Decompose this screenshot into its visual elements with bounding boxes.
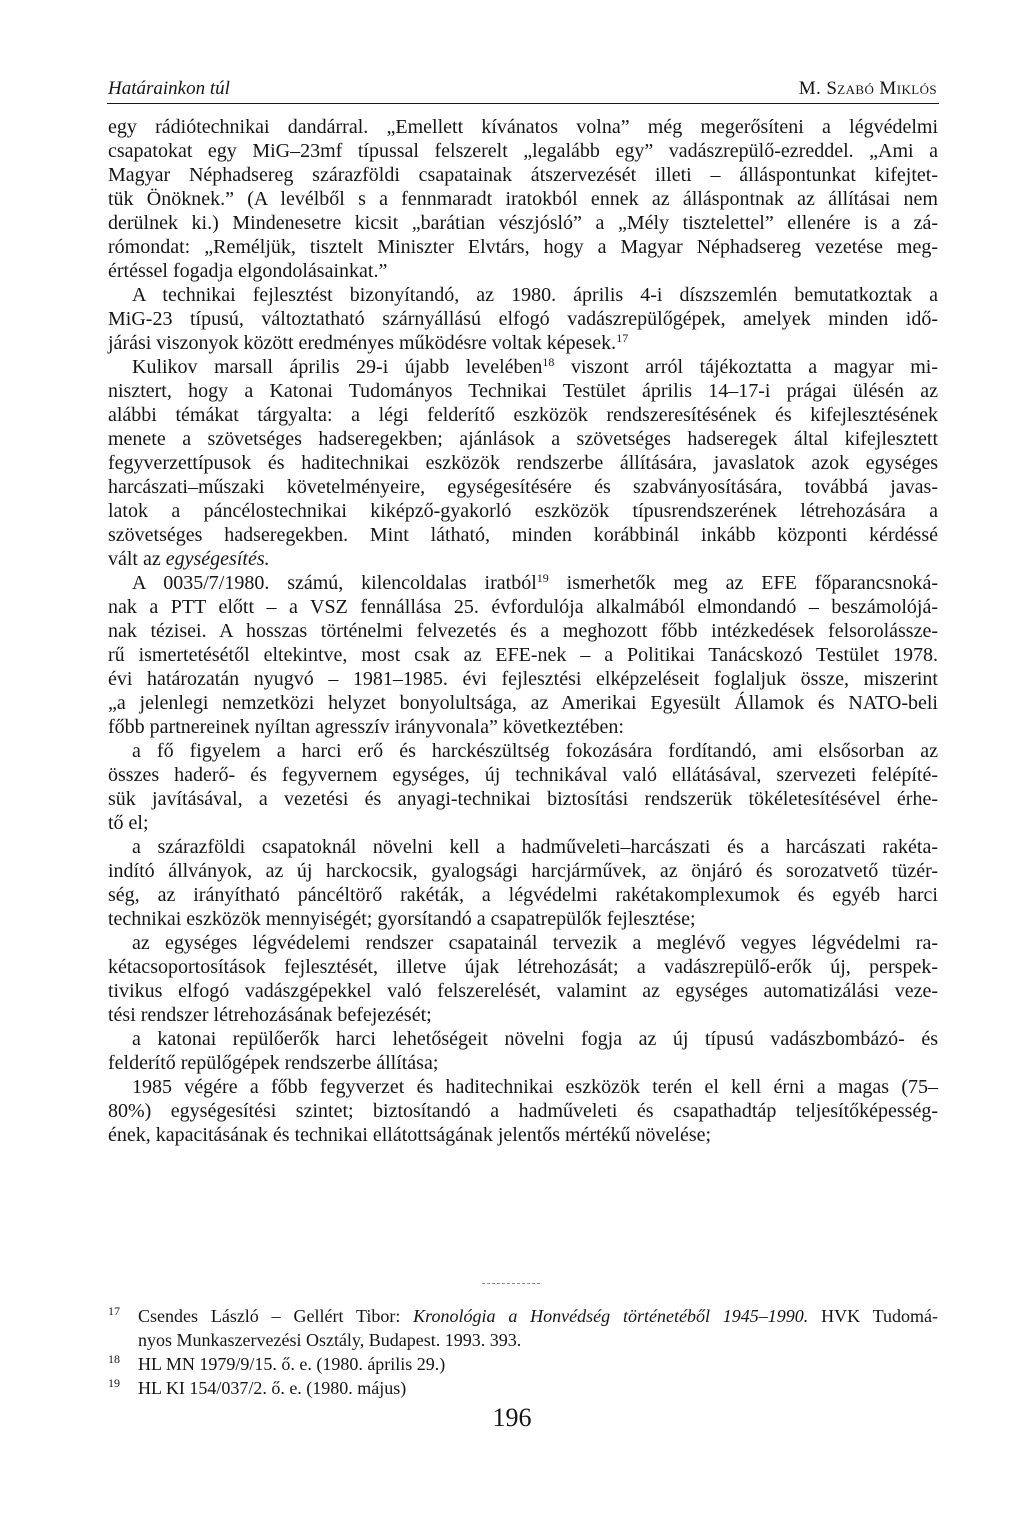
paragraph xyxy=(108,1027,938,1075)
text-segment: viszont arról tájékoztatta a magyar mi- xyxy=(554,356,938,378)
text-line: rómondat: „Reméljük, tisztelt Miniszter Elvtárs, hogy a Magyar Néphadsereg vezetése meg- xyxy=(108,236,938,258)
text-line: értéssel fogadja elgondolásainkat.” xyxy=(108,260,388,282)
text-line: a katonai repülőerők harci lehetőségeit növelni fogja az új típusú vadászbombázó- és xyxy=(132,1028,938,1050)
footnote-separator xyxy=(482,1283,540,1284)
book-title: Kronológia a Honvédség történetéből 1945–1990. xyxy=(413,1306,809,1326)
text-segment: HVK Tudomá- xyxy=(808,1306,939,1326)
footnote-number: 19 xyxy=(108,1376,120,1390)
paragraph xyxy=(108,835,938,931)
paragraph xyxy=(108,571,938,739)
text-segment: Kulikov marsall április 29-i újabb levelében xyxy=(132,356,543,378)
text-segment: járási viszonyok között eredményes működésre voltak képesek. xyxy=(108,332,617,354)
text-line: tük Önöknek.” (A levélből s a fennmaradt iratokból ennek az álláspontnak az állításai nem xyxy=(108,188,938,210)
text-line: menete a szövetséges hadseregekben; ajánlások a szövetséges hadseregek által kifejlesztett xyxy=(108,428,938,450)
footnote-line xyxy=(138,1304,938,1328)
text-line: nisztert, hogy a Katonai Tudományos Technikai Testület április 14–17-i prágai ülésén az xyxy=(108,380,938,402)
footnote-reference: 17 xyxy=(616,331,629,345)
text-line: indító állványok, az új harckocsik, gyalogsági harcjárművek, az önjáró és sorozatvető tüzér- xyxy=(108,860,938,882)
footnote xyxy=(108,1376,938,1400)
text-line: felderítő repülőgépek rendszerbe állítása; xyxy=(108,1052,439,1074)
paragraph xyxy=(108,931,938,1027)
text-line: fegyverzettípusok és haditechnikai eszközök rendszerbe állítására, javaslatok azok egységes xyxy=(108,452,938,474)
text-line xyxy=(108,571,938,595)
text-line: tivikus elfogó vadászgépekkel való felszerelését, valamint az egységes automatizálási veze- xyxy=(108,980,938,1002)
text-line: évi határozatán nyugvó – 1981–1985. évi fejlesztési elképzeléseit foglaljuk össze, miszerint xyxy=(108,668,938,690)
text-line: alábbi témákat tárgyalta: a légi felderítő eszközök rendszeresítésének és kifejlesztésének xyxy=(108,404,938,426)
emphasized-text: egységesítés. xyxy=(165,548,270,570)
text-line: ének, kapacitásának és technikai ellátottságának jelentős mértékű növelése; xyxy=(108,1124,712,1146)
text-line: latok a páncélostechnikai kiképző-gyakorló eszközök típusrendszerének létrehozására a xyxy=(108,500,938,522)
text-line: Magyar Néphadsereg szárazföldi csapatainak átszervezését illeti – álláspontunkat kifejtet- xyxy=(108,164,938,186)
text-segment: vált az xyxy=(108,548,166,570)
text-line: nak a PTT előtt – a VSZ fennállása 25. évfordulója alkalmából elmondandó – beszámolójá- xyxy=(108,596,938,618)
running-head-author: M. Szabó Miklós xyxy=(798,78,937,99)
paragraph xyxy=(108,355,938,571)
text-line: csapatokat egy MiG–23mf típussal felszerelt „legalább egy” vadászrepülő-ezreddel. „Ami a xyxy=(108,140,938,162)
footnote-number: 18 xyxy=(108,1352,120,1366)
text-line: tő el; xyxy=(108,812,149,834)
text-line: derülnek ki.) Mindenesetre kicsit „barátian vészjósló” a „Mély tisztelettel” ellenére is a zá- xyxy=(108,212,938,234)
running-head-title: Határainkon túl xyxy=(108,78,230,99)
text-line: sük javításával, a vezetési és anyagi-technikai biztosítási rendszerük tökéletesítésével érhe- xyxy=(108,788,938,810)
text-line: főbb partnereinek nyíltan agresszív irányvonala” következtében: xyxy=(108,716,624,738)
text-line: kétacsoportosítások fejlesztését, illetve újak létrehozását; a vadászrepülő-erők új, perspek- xyxy=(108,956,938,978)
running-head xyxy=(108,77,938,101)
text-line: az egységes légvédelemi rendszer csapatainál tervezik a meglévő vegyes légvédelmi ra- xyxy=(132,932,938,954)
text-line: a fő figyelem a harci erő és harckészültség fokozására fordítandó, ami elsősorban az xyxy=(132,740,938,762)
text-line xyxy=(108,355,938,379)
footnote-number: 17 xyxy=(108,1304,120,1318)
footnote xyxy=(108,1352,938,1376)
header-rule xyxy=(107,103,939,104)
text-line: 1985 végére a főbb fegyverzet és haditechnikai eszközök terén el kell érni a magas (75– xyxy=(132,1076,938,1098)
text-line: nak tézisei. A hosszas történelmi felvezetés és a meghozott főbb intézkedések felsorolássze- xyxy=(108,620,938,642)
text-line xyxy=(108,331,938,355)
text-line: tési rendszer létrehozásának befejezését; xyxy=(108,1004,432,1026)
text-segment: ismerhetők meg az EFE főparancsnoká- xyxy=(548,572,938,594)
footnote-line: nyos Munkaszervezési Osztály, Budapest. 1993. 393. xyxy=(138,1330,522,1350)
text-line: harcászati–műszaki követelményeire, egységesítésére és szabványosítására, továbbá javas- xyxy=(108,476,938,498)
paragraph xyxy=(108,739,938,835)
text-line: összes haderő- és fegyvernem egységes, új technikával való ellátásával, szervezeti felépíté- xyxy=(108,764,938,786)
text-segment: A 0035/7/1980. számú, kilencoldalas iratból xyxy=(132,572,537,594)
footnote xyxy=(108,1304,938,1352)
footnote-line: HL MN 1979/9/15. ő. e. (1980. április 29.) xyxy=(138,1354,446,1374)
text-line xyxy=(108,547,938,571)
text-line: technikai eszközök mennyiségét; gyorsítandó a csapatrepülők fejlesztése; xyxy=(108,908,696,930)
body-text xyxy=(108,115,938,1147)
text-line: szövetséges hadseregekben. Mint látható, minden korábbinál inkább központi kérdéssé xyxy=(108,524,938,546)
footnote-reference: 18 xyxy=(542,355,555,369)
text-segment: Csendes László – Gellért Tibor: xyxy=(138,1306,414,1326)
text-line: „a jelenlegi nemzetközi helyzet bonyolultsága, az Amerikai Egyesült Államok és NATO-beli xyxy=(108,692,938,714)
text-line: ség, az irányítható páncéltörő rakéták, a légvédelmi rakétakomplexumok és egyéb harci xyxy=(108,884,938,906)
footnote-reference: 19 xyxy=(536,571,549,585)
text-line: MiG-23 típusú, változtatható szárnyállású elfogó vadászrepülőgépek, amelyek minden idő- xyxy=(108,308,938,330)
text-line: 80%) egységesítési szintet; biztosítandó a hadműveleti és csapathadtáp teljesítőképesség- xyxy=(108,1100,938,1122)
text-line: a szárazföldi csapatoknál növelni kell a hadműveleti–harcászati és a harcászati rakéta- xyxy=(132,836,938,858)
paragraph xyxy=(108,115,938,283)
footnotes xyxy=(108,1304,938,1400)
text-line: A technikai fejlesztést bizonyítandó, az 1980. április 4-i díszszemlén bemutatkoztak a xyxy=(132,284,938,306)
paragraph xyxy=(108,283,938,355)
text-line: rű ismertetésétől eltekintve, most csak az EFE-nek – a Politikai Tanácskozó Testület 1978. xyxy=(108,644,938,666)
paragraph xyxy=(108,1075,938,1147)
page-number: 196 xyxy=(492,1403,532,1432)
text-line: egy rádiótechnikai dandárral. „Emellett kívánatos volna” még megerősíteni a légvédelmi xyxy=(108,116,938,138)
footnote-line: HL KI 154/037/2. ő. e. (1980. május) xyxy=(138,1378,407,1398)
